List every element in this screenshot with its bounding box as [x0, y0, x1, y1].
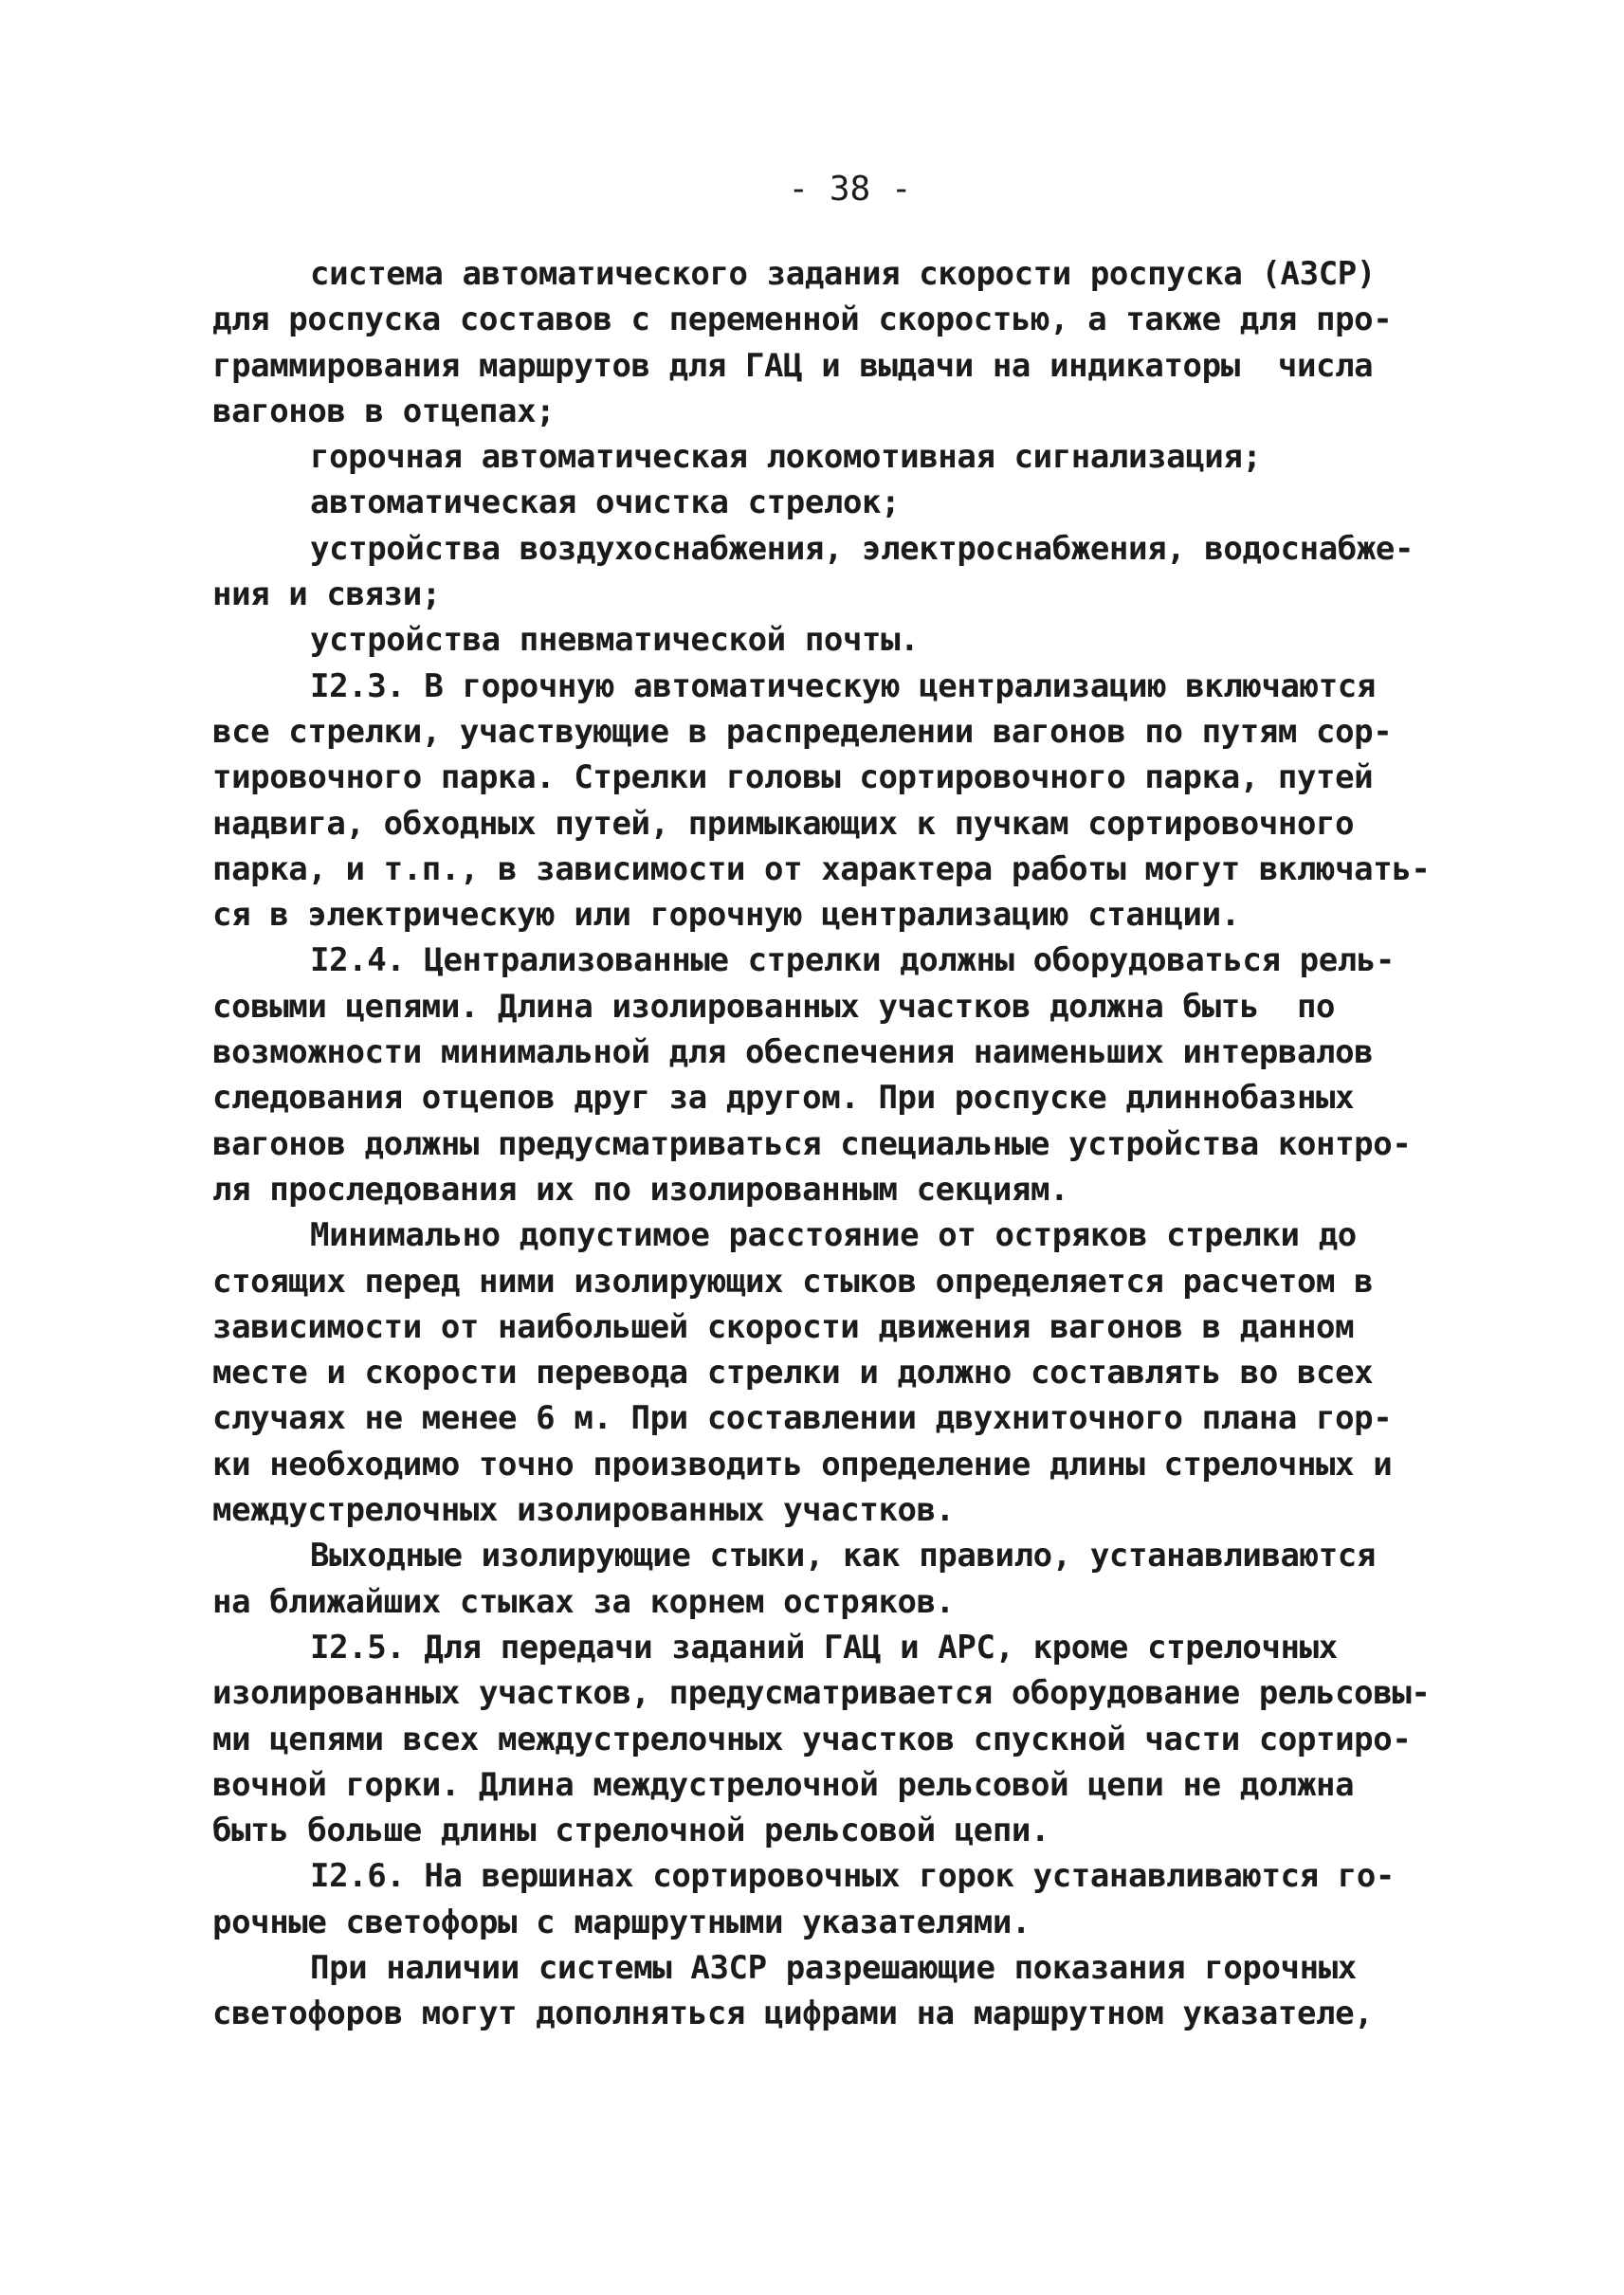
- text-line: I2.3. В горочную автоматическую централизацию включаются: [310, 666, 1376, 705]
- text-line: При наличии системы АЗСР разрешающие показания горочных: [310, 1948, 1357, 1987]
- text-line: случаях не менее 6 м. При составлении двухниточного плана гор-: [212, 1399, 1393, 1438]
- text-line: ми цепями всех междустрелочных участков спускной части сортиро-: [212, 1720, 1412, 1758]
- text-line: следования отцепов друг за другом. При роспуске длиннобазных: [212, 1079, 1355, 1118]
- text-line: все стрелки, участвующие в распределении вагонов по путям сор-: [212, 712, 1393, 751]
- text-line: зависимости от наибольшей скорости движения вагонов в данном: [212, 1307, 1355, 1346]
- text-line: светофоров могут дополняться цифрами на маршрутном указателе,: [212, 1994, 1374, 2033]
- text-line: вагонов должны предусматриваться специальные устройства контро-: [212, 1124, 1412, 1163]
- text-line: устройства воздухоснабжения, электроснабжения, водоснабже-: [310, 529, 1414, 568]
- text-line: стоящих перед ними изолирующих стыков определяется расчетом в: [212, 1262, 1374, 1301]
- text-line: автоматическая очистка стрелок;: [310, 483, 901, 522]
- text-line: вочной горки. Длина междустрелочной рельсовой цепи не должна: [212, 1765, 1355, 1804]
- text-line: рочные светофоры с маршрутными указателями.: [212, 1903, 1031, 1941]
- text-line: надвига, обходных путей, примыкающих к пучкам сортировочного: [212, 804, 1355, 843]
- text-line: на ближайших стыках за корнем остряков.: [212, 1582, 955, 1621]
- text-line: ки необходимо точно производить определение длины стрелочных и: [212, 1445, 1393, 1484]
- text-line: I2.5. Для передачи заданий ГАЦ и АРС, кроме стрелочных: [310, 1628, 1338, 1667]
- text-line: для роспуска составов с переменной скоростью, а также для про-: [212, 301, 1393, 339]
- text-line: совыми цепями. Длина изолированных участков должна быть по: [212, 987, 1336, 1026]
- text-line: возможности минимальной для обеспечения наименьших интервалов: [212, 1033, 1374, 1072]
- text-line: Минимально допустимое расстояние от остряков стрелки до: [310, 1216, 1357, 1255]
- text-line: тировочного парка. Стрелки головы сортировочного парка, путей: [212, 758, 1374, 797]
- text-line: междустрелочных изолированных участков.: [212, 1491, 955, 1530]
- text-line: граммирования маршрутов для ГАЦ и выдачи на индикаторы числа: [212, 346, 1374, 385]
- text-line: изолированных участков, предусматривается оборудование рельсовы-: [212, 1674, 1431, 1713]
- text-line: быть больше длины стрелочной рельсовой цепи.: [212, 1812, 1050, 1850]
- text-line: парка, и т.п., в зависимости от характера работы могут включать-: [212, 849, 1431, 888]
- text-line: месте и скорости перевода стрелки и должно составлять во всех: [212, 1354, 1374, 1393]
- text-line: горочная автоматическая локомотивная сигнализация;: [310, 438, 1262, 477]
- page-number: - 38 -: [788, 170, 912, 209]
- text-line: ния и связи;: [212, 575, 441, 614]
- text-line: Выходные изолирующие стыки, как правило, устанавливаются: [310, 1537, 1376, 1576]
- text-line: I2.4. Централизованные стрелки должны оборудоваться рель-: [310, 941, 1395, 980]
- text-line: вагонов в отцепах;: [212, 392, 556, 430]
- text-line: I2.6. На вершинах сортировочных горок устанавливаются го-: [310, 1857, 1395, 1896]
- text-line: ся в электрическую или горочную централизацию станции.: [212, 896, 1240, 935]
- text-line: устройства пневматической почты.: [310, 621, 920, 660]
- body-text: [212, 251, 1483, 2037]
- text-line: система автоматического задания скорости роспуска (АЗСР): [310, 255, 1376, 293]
- text-line: ля проследования их по изолированным секциям.: [212, 1170, 1069, 1209]
